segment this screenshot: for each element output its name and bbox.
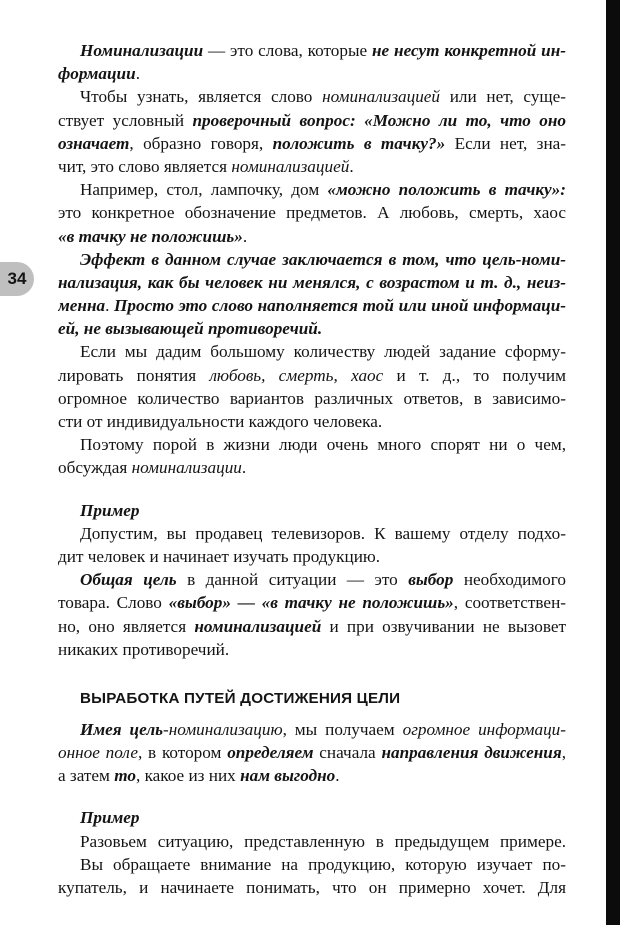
text-span: , (561, 743, 566, 763)
text-span: Если мы дадим большому количеству людей задание сформу- (80, 342, 566, 362)
term-italic: номинализацией (231, 156, 350, 176)
paragraph-line (58, 876, 566, 899)
term-bold-italic: «выбор» — «в тачку не положишь» (168, 593, 454, 613)
spacer (58, 661, 566, 680)
term-bold-italic: «можно положить в тачку»: (327, 180, 566, 200)
text-span: . (335, 766, 340, 786)
paragraph-line (58, 62, 566, 85)
page-number-tab (0, 262, 34, 296)
text-span: Чтобы узнать, является слово (80, 87, 323, 107)
book-spine-edge (606, 0, 620, 925)
term-bold-italic: Номинализации (80, 41, 204, 60)
text-span: . (105, 296, 115, 316)
text-span: , какое из них (135, 766, 241, 786)
text-span: это конкретное обозначение предметов. А любовь, смерть, хаос (58, 203, 566, 223)
paragraph-line (58, 178, 566, 201)
paragraph-line (58, 39, 566, 62)
spacer (58, 710, 566, 718)
text-span: , в котором (137, 743, 228, 763)
paragraph-line (58, 568, 566, 591)
text-span: но, оно является (58, 616, 195, 636)
text-span: . (135, 64, 140, 84)
text-span: и при озвучивании не вызовет (321, 616, 566, 636)
paragraph-line (58, 718, 566, 741)
term-bold-italic: проверочный вопрос: «Можно ли то, что оно (192, 110, 566, 130)
text-span: Разовьем ситуацию, представленную в предыдущем примере. (80, 831, 566, 851)
text-span: . (349, 156, 354, 176)
paragraph-line (58, 741, 566, 764)
text-span: — это слова, которые (203, 41, 372, 60)
spacer (58, 680, 566, 688)
emphasis-text: менна (58, 296, 106, 316)
text-span: лировать понятия (58, 365, 210, 385)
text-span: в данной ситуации — это (176, 570, 409, 590)
paragraph-line (58, 132, 566, 155)
text-span: огромное количество вариантов различных ответов, в зависимо- (58, 388, 566, 408)
paragraph-line (58, 85, 566, 108)
paragraph-line (58, 225, 566, 248)
term-italic: онное поле (58, 743, 138, 763)
term-bold-italic: Имея цель (80, 719, 163, 739)
text-span: , образно говоря, (129, 133, 273, 153)
paragraph-line (58, 340, 566, 363)
text-span: или нет, суще- (440, 87, 566, 107)
term-bold-italic: нам выгодно (240, 766, 336, 786)
term-bold-italic: выбор (408, 570, 454, 590)
paragraph-line (58, 410, 566, 433)
term-bold-italic: определяем (227, 743, 314, 763)
paragraph-line (58, 387, 566, 410)
text-span: и т. д., то получим (383, 365, 566, 385)
text-span: . (241, 458, 247, 478)
text-span: дит человек и начинает изучать продукцию. (58, 546, 381, 566)
example-label: Пример (80, 500, 140, 520)
text-span: ствует условный (58, 110, 193, 130)
paragraph-line (58, 201, 566, 224)
term-bold-italic: формации (58, 64, 136, 84)
paragraph-line (58, 271, 566, 294)
paragraph-line (58, 248, 566, 271)
text-span: сначала (313, 743, 382, 763)
text-span: необходимого (453, 570, 566, 590)
paragraph-line (58, 764, 566, 787)
paragraph-line (58, 155, 566, 178)
emphasis-text: нализация, как бы человек ни менялся, с возрастом и т. д., неиз- (58, 272, 566, 292)
paragraph-line (58, 364, 566, 387)
term-bold-italic: положить в тачку?» (272, 133, 446, 153)
paragraph-line (58, 317, 566, 340)
spacer (58, 480, 566, 499)
text-span: чит, это слово является (58, 156, 232, 176)
term-italic: любовь, смерть, хаос (209, 365, 384, 385)
paragraph-line (58, 294, 566, 317)
term-bold-italic: направления движения (381, 743, 562, 763)
paragraph-line (58, 591, 566, 614)
emphasis-text: Просто это слово наполняется той или иной информаци- (114, 296, 566, 316)
term-italic: номинализацией (322, 87, 441, 107)
emphasis-text: ей, не вызывающей противоречий. (58, 319, 323, 339)
term-bold-italic: Общая цель (80, 570, 177, 590)
example-label: Пример (80, 808, 140, 828)
paragraph-line (58, 615, 566, 638)
text-span: обсуждая (58, 458, 132, 478)
page-number: 34 (7, 269, 27, 288)
text-span: Например, стол, лампочку, дом (80, 180, 328, 200)
section-heading: ВЫРАБОТКА ПУТЕЙ ДОСТИЖЕНИЯ ЦЕЛИ (80, 689, 401, 707)
term-bold-italic: номинализацией (194, 616, 322, 636)
text-span: Допустим, вы продавец телевизоров. К вашему отделу подхо- (80, 523, 566, 543)
paragraph-line (58, 830, 566, 853)
text-span: Вы обращаете внимание на продукцию, которую изучает по- (80, 854, 566, 874)
term-bold-italic: означает (58, 133, 130, 153)
text-span: сти от индивидуальности каждого человека. (58, 412, 383, 431)
text-span: никаких противоречий. (58, 639, 230, 659)
paragraph-line (58, 109, 566, 132)
text-span: Если нет, зна- (445, 133, 566, 153)
paragraph-line (58, 853, 566, 876)
text-span: товара. Слово (58, 593, 169, 613)
text-span: . (242, 226, 248, 246)
term-italic: -номинализацию (163, 719, 283, 739)
term-italic: номинализации (131, 458, 242, 478)
text-span: , мы получаем (282, 719, 403, 739)
paragraph-line (58, 638, 566, 661)
text-span: а затем (58, 766, 115, 786)
paragraph-line (58, 522, 566, 545)
term-bold-italic: то (114, 766, 136, 786)
paragraph-line (58, 545, 566, 568)
term-bold-italic: «в тачку не положишь» (58, 226, 243, 246)
page-text (58, 39, 566, 899)
text-span: купатель, и начинаете понимать, что он примерно хочет. Для (58, 878, 566, 897)
term-bold-italic: не несут конкретной ин- (372, 41, 566, 60)
spacer (58, 787, 566, 806)
emphasis-text: Эффект в данном случае заключается в том, что цель-номи- (80, 249, 566, 269)
text-span: Поэтому порой в жизни люди очень много спорят ни о чем, (80, 435, 566, 455)
text-span: , соответствен- (453, 593, 566, 613)
paragraph-line (58, 433, 566, 456)
paragraph-line (58, 456, 566, 479)
term-italic: огромное информаци- (402, 719, 566, 739)
